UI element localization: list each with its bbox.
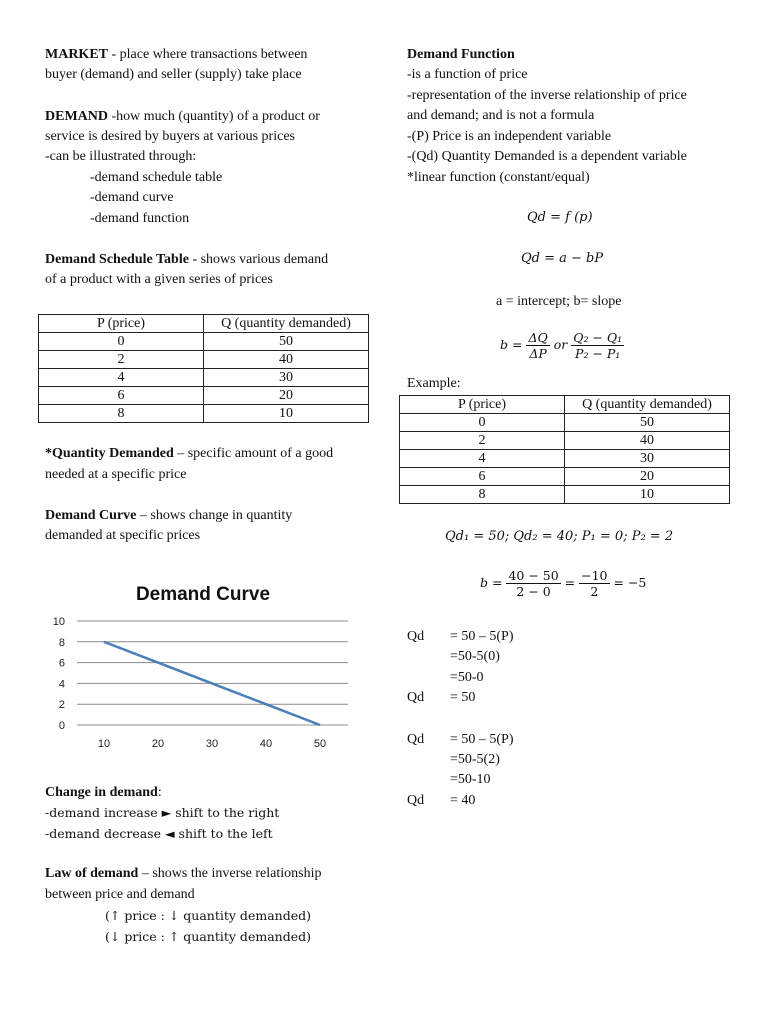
table-header-row xyxy=(400,396,730,414)
table-cell: 10 xyxy=(565,486,730,504)
work-row: =50-5(2) xyxy=(450,752,500,767)
demand-curve-line-2: demanded at specific prices xyxy=(45,528,201,543)
table-row xyxy=(39,387,369,405)
table-row xyxy=(39,333,369,351)
work-row: = 50 – 5(P) xyxy=(450,629,514,644)
x-axis-ticks xyxy=(98,738,326,750)
demand-term: DEMAND xyxy=(45,109,108,124)
table-row xyxy=(400,432,730,450)
table-cell: 2 xyxy=(400,432,565,450)
table-cell: 30 xyxy=(565,450,730,468)
work-row: = 40 xyxy=(450,793,476,808)
table-cell: 8 xyxy=(39,405,204,423)
x-tick-label: 10 xyxy=(97,738,111,750)
work-row: Qd xyxy=(407,629,425,644)
work-row: =50-5(0) xyxy=(450,649,500,664)
x-tick-label: 40 xyxy=(259,738,273,750)
demand-line-3: -can be illustrated through: xyxy=(45,149,197,164)
table-header-row xyxy=(39,315,369,333)
quantity-demanded-term: *Quantity Demanded xyxy=(45,446,174,461)
table-cell: 20 xyxy=(204,387,369,405)
table-cell: 10 xyxy=(204,405,369,423)
table-cell: 6 xyxy=(39,387,204,405)
example-label: Example: xyxy=(407,376,461,391)
table-row xyxy=(39,405,369,423)
table-header: P (price) xyxy=(39,315,204,333)
work-row: Qd xyxy=(407,793,425,808)
chart-gridlines xyxy=(77,621,348,725)
table-row xyxy=(400,486,730,504)
chart-title: Demand Curve xyxy=(135,584,271,605)
demand-increase-line: -demand increase ► shift to the right xyxy=(45,805,280,820)
change-in-demand-term: Change in demand xyxy=(45,785,158,800)
table-row xyxy=(39,351,369,369)
quantity-demanded-line-2: needed at a specific price xyxy=(45,467,187,482)
demand-function-line: and demand; and is not a formula xyxy=(407,108,595,123)
market-term: MARKET xyxy=(45,47,108,62)
table-cell: 4 xyxy=(400,450,565,468)
work-row: = 50 xyxy=(450,690,476,705)
x-tick-label: 50 xyxy=(313,738,327,750)
table-header: Q (quantity demanded) xyxy=(204,315,369,333)
table-header: P (price) xyxy=(400,396,565,414)
y-tick-label: 6 xyxy=(58,657,65,670)
table-cell: 40 xyxy=(565,432,730,450)
demand-item: -demand function xyxy=(90,211,190,226)
y-tick-label: 4 xyxy=(58,678,65,691)
intercept-slope-note: a = intercept; b= slope xyxy=(496,294,622,309)
table-cell: 8 xyxy=(400,486,565,504)
work-row: =50-0 xyxy=(450,670,484,685)
demand-line-2: service is desired by buyers at various prices xyxy=(45,129,295,144)
table-cell: 4 xyxy=(39,369,204,387)
demand-line-1: DEMAND -how much (quantity) of a product or xyxy=(45,109,320,124)
law-price-down-line: (↓ price : ↑ quantity demanded) xyxy=(105,929,311,944)
demand-function-line: -representation of the inverse relationship of price xyxy=(407,88,687,103)
table-row xyxy=(39,369,369,387)
table-header: Q (quantity demanded) xyxy=(565,396,730,414)
schedule-line-1: Demand Schedule Table - shows various demand xyxy=(45,252,329,267)
law-of-demand-line-1: Law of demand – shows the inverse relationship xyxy=(45,866,322,881)
table-row xyxy=(400,414,730,432)
demand-curve-term: Demand Curve xyxy=(45,508,137,523)
table-cell: 0 xyxy=(39,333,204,351)
demand-function-line: -(P) Price is an independent variable xyxy=(407,129,612,144)
work-row: =50-10 xyxy=(450,772,491,787)
market-line-1: MARKET - place where transactions between xyxy=(45,47,308,62)
table-cell: 6 xyxy=(400,468,565,486)
law-of-demand-term: Law of demand xyxy=(45,866,139,881)
demand-function-line: -is a function of price xyxy=(407,67,528,82)
equation-qd-linear: Qd = a − bP xyxy=(521,251,604,266)
given-values: Qd₁ = 50; Qd₂ = 40; P₁ = 0; P₂ = 2 xyxy=(445,529,674,544)
demand-item: -demand schedule table xyxy=(90,170,223,185)
law-price-up-line: (↑ price : ↓ quantity demanded) xyxy=(105,908,311,923)
change-in-demand-line: Change in demand: xyxy=(45,785,162,800)
table-cell: 50 xyxy=(204,333,369,351)
y-axis-ticks xyxy=(53,616,65,732)
demand-curve-chart xyxy=(40,572,360,757)
demand-curve-line-1: Demand Curve – shows change in quantity xyxy=(45,508,293,523)
schedule-term: Demand Schedule Table xyxy=(45,252,189,267)
example-table xyxy=(399,395,730,504)
quantity-demanded-line-1: *Quantity Demanded – specific amount of a good xyxy=(45,446,334,461)
y-tick-label: 10 xyxy=(52,616,65,628)
equation-qd-function: Qd = f (p) xyxy=(527,210,593,225)
table-cell: 30 xyxy=(204,369,369,387)
demand-item: -demand curve xyxy=(90,190,174,205)
table-cell: 40 xyxy=(204,351,369,369)
slope-calculation: b = $\frac{40 - 50}{2 - 0}$ = $\frac{-10}{2}$ = −5 xyxy=(480,568,647,599)
table-cell: 0 xyxy=(400,414,565,432)
table-row xyxy=(400,450,730,468)
y-tick-label: 8 xyxy=(58,636,65,649)
demand-function-line: *linear function (constant/equal) xyxy=(407,170,590,185)
x-tick-label: 30 xyxy=(205,738,219,750)
table-row xyxy=(400,468,730,486)
demand-function-line: -(Qd) Quantity Demanded is a dependent variable xyxy=(407,149,687,164)
work-row: Qd xyxy=(407,732,425,747)
demand-schedule-table xyxy=(38,314,369,423)
work-row: = 50 – 5(P) xyxy=(450,732,514,747)
demand-function-title: Demand Function xyxy=(407,47,515,62)
schedule-line-2: of a product with a given series of prices xyxy=(45,272,273,287)
table-cell: 50 xyxy=(565,414,730,432)
work-row: Qd xyxy=(407,690,425,705)
demand-decrease-line: -demand decrease ◄ shift to the left xyxy=(45,826,273,841)
x-tick-label: 20 xyxy=(151,738,165,750)
table-cell: 2 xyxy=(39,351,204,369)
y-tick-label: 2 xyxy=(58,699,65,712)
market-line-2: buyer (demand) and seller (supply) take place xyxy=(45,67,302,82)
y-tick-label: 0 xyxy=(58,720,65,732)
table-cell: 20 xyxy=(565,468,730,486)
law-of-demand-line-2: between price and demand xyxy=(45,887,195,902)
slope-formula: b = $\frac{\Delta Q}{\Delta P}$ or $\frac{\text{Q₂ − Q₁}}{\text{P₂ − P₁}}$ xyxy=(500,330,623,361)
